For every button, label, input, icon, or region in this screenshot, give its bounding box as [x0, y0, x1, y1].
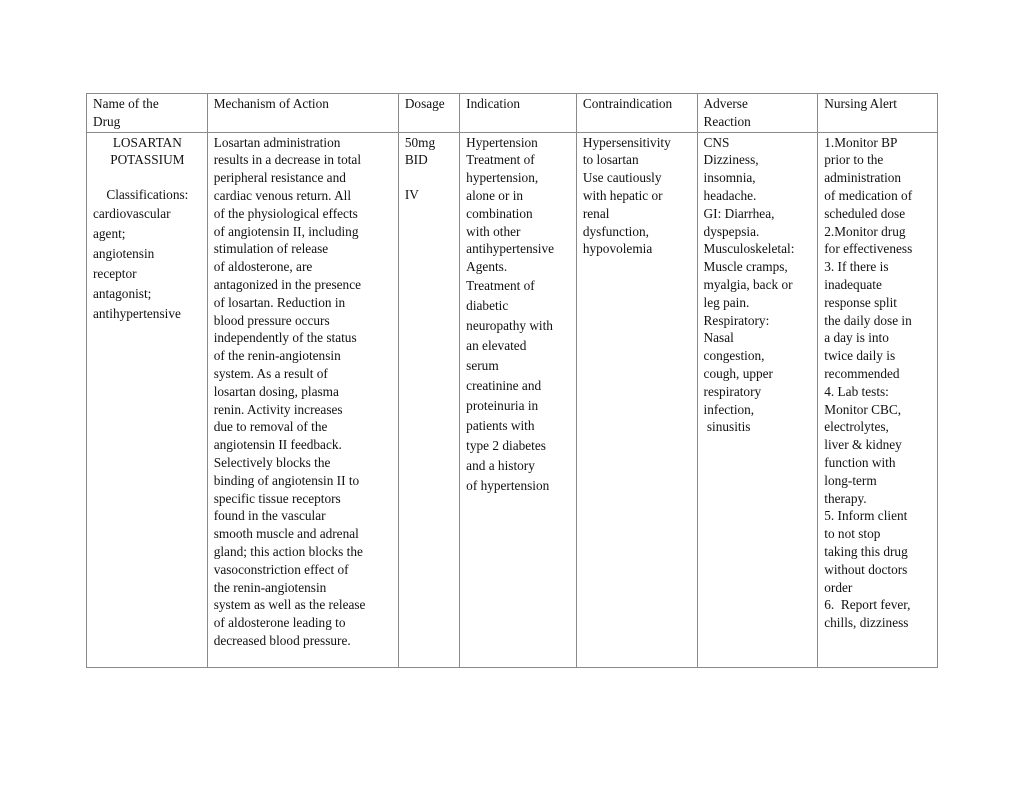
text-line: therapy.: [824, 490, 867, 506]
text-line: Treatment of: [466, 277, 535, 293]
text-line: Agents.: [466, 259, 508, 275]
table-header-row: [87, 94, 938, 133]
text-line: of medication of: [824, 187, 913, 203]
text-line: congestion,: [703, 348, 765, 364]
text-line: 50mg: [404, 134, 436, 150]
cell-mechanism-of-action: [207, 132, 398, 667]
text-line: Contraindication: [582, 96, 673, 111]
text-line: for effectiveness: [824, 241, 913, 257]
text-line: hypertension,: [466, 170, 539, 186]
text-line: dyspepsia.: [703, 223, 760, 239]
text-line: antihypertensive: [466, 241, 555, 257]
text-line: cough, upper: [703, 365, 773, 381]
text-line: Musculoskeletal:: [703, 241, 795, 257]
route-text: IV: [404, 187, 419, 203]
text-line: the daily dose in: [824, 312, 912, 328]
text-line: order: [824, 579, 853, 595]
text-line: due to removal of the: [213, 419, 328, 435]
header-adverse-reaction: [697, 94, 818, 133]
text-line: Adverse: [703, 96, 748, 111]
text-line: BID: [404, 152, 428, 168]
text-line: stimulation of release: [213, 241, 329, 257]
text-line: Respiratory:: [703, 312, 770, 328]
text-line: leg pain.: [703, 294, 750, 310]
cell-adverse-reaction: [697, 132, 818, 667]
text-line: of angiotensin II, including: [213, 223, 359, 239]
text-line: creatinine and: [466, 377, 542, 393]
text-line: POTASSIUM: [110, 152, 185, 168]
text-line: chills, dizziness: [824, 615, 909, 631]
text-line: cardiac venous return. All: [213, 187, 352, 203]
text-line: Dizziness,: [703, 152, 759, 168]
cell-dosage: [398, 132, 459, 667]
text-line: and a history: [466, 457, 535, 473]
header-indication: [460, 94, 577, 133]
text-line: of losartan. Reduction in: [213, 294, 346, 310]
text-line: system as well as the release: [213, 597, 366, 613]
classification-list: [93, 204, 202, 324]
text-line: insomnia,: [703, 170, 756, 186]
text-line: gland; this action blocks the: [213, 543, 363, 559]
text-line: Losartan administration: [213, 134, 341, 150]
text-line: neuropathy with: [466, 317, 553, 333]
text-line: 6. Report fever,: [824, 597, 911, 613]
text-line: myalgia, back or: [703, 276, 793, 292]
text-line: LOSARTAN: [112, 134, 182, 150]
text-line: of the renin-angiotensin: [213, 348, 341, 364]
text-line: angiotensin II feedback.: [213, 437, 342, 453]
text-line: system. As a result of: [213, 365, 328, 381]
text-line: cardiovascular: [93, 205, 171, 221]
text-line: Dosage: [404, 96, 445, 111]
text-line: function with: [824, 454, 896, 470]
text-line: Use cautiously: [582, 170, 662, 186]
text-line: decreased blood pressure.: [213, 632, 351, 648]
text-line: serum: [466, 357, 499, 373]
text-line: alone or in: [466, 187, 524, 203]
text-line: angiotensin: [93, 245, 155, 261]
text-line: headache.: [703, 187, 757, 203]
text-line: Name of the: [93, 96, 159, 111]
header-contraindication: [576, 94, 697, 133]
text-line: inadequate: [824, 276, 882, 292]
text-line: scheduled dose: [824, 205, 906, 221]
drug-study-table: [86, 93, 938, 668]
text-line: of aldosterone, are: [213, 259, 313, 275]
text-line: 5. Inform client: [824, 508, 908, 524]
text-line: Muscle cramps,: [703, 259, 788, 275]
cell-drug-name: [87, 132, 208, 667]
text-line: antagonist;: [93, 285, 152, 301]
text-line: antagonized in the presence: [213, 276, 362, 292]
text-line: binding of angiotensin II to: [213, 472, 360, 488]
text-line: antihypertensive: [93, 305, 181, 321]
text-line: renin. Activity increases: [213, 401, 343, 417]
text-line: hypovolemia: [582, 241, 653, 257]
text-line: Treatment of: [466, 152, 535, 168]
header-nursing-alert: [818, 94, 938, 133]
text-line: diabetic: [466, 297, 509, 313]
header-name-of-drug: [87, 94, 208, 133]
text-line: independently of the status: [213, 330, 357, 346]
text-line: Nasal: [703, 330, 734, 346]
text-line: CNS: [703, 134, 730, 150]
text-line: liver & kidney: [824, 437, 902, 453]
text-line: 4. Lab tests:: [824, 383, 889, 399]
text-line: patients with: [466, 417, 535, 433]
text-line: 1.Monitor BP: [824, 134, 898, 150]
classifications-label: Classifications:: [106, 187, 189, 203]
text-line: receptor: [93, 265, 137, 281]
text-line: 3. If there is: [824, 259, 889, 275]
text-line: agent;: [93, 225, 126, 241]
table-row: [87, 132, 938, 667]
dosage-text: [405, 134, 454, 170]
text-line: infection,: [703, 401, 755, 417]
drug-name: [93, 134, 202, 170]
text-line: prior to the: [824, 152, 884, 168]
header-mechanism-of-action: [207, 94, 398, 133]
text-line: type 2 diabetes: [466, 437, 546, 453]
header-dosage: [398, 94, 459, 133]
text-line: an elevated: [466, 337, 527, 353]
text-line: found in the vascular: [213, 508, 326, 524]
text-line: with other: [466, 223, 521, 239]
text-line: Drug: [93, 113, 121, 129]
text-line: proteinuria in: [466, 397, 539, 413]
text-line: sinusitis: [703, 419, 751, 435]
text-line: dysfunction,: [582, 223, 649, 239]
text-line: Reaction: [703, 113, 751, 129]
text-line: GI: Diarrhea,: [703, 205, 775, 221]
text-line: long-term: [824, 472, 877, 488]
text-line: respiratory: [703, 383, 762, 399]
text-line: twice daily is: [824, 348, 896, 364]
text-line: Hypertension: [466, 134, 538, 150]
text-line: Monitor CBC,: [824, 401, 902, 417]
text-line: administration: [824, 170, 902, 186]
text-line: combination: [466, 205, 533, 221]
text-line: specific tissue receptors: [213, 490, 341, 506]
text-line: response split: [824, 294, 898, 310]
text-line: Nursing Alert: [824, 96, 898, 111]
text-line: of aldosterone leading to: [213, 615, 346, 631]
text-line: Mechanism of Action: [213, 96, 329, 111]
text-line: without doctors: [824, 561, 908, 577]
text-line: of hypertension: [466, 477, 550, 493]
text-line: renal: [582, 205, 610, 221]
indication-text-a: [466, 134, 571, 276]
cell-indication: [460, 132, 577, 667]
text-line: peripheral resistance and: [213, 170, 346, 186]
text-line: the renin-angiotensin: [213, 579, 327, 595]
text-line: taking this drug: [824, 543, 908, 559]
adverse-reaction-text: [704, 134, 813, 437]
indication-text-b: [466, 276, 571, 496]
text-line: Selectively blocks the: [213, 454, 331, 470]
text-line: electrolytes,: [824, 419, 889, 435]
text-line: Hypersensitivity: [582, 134, 671, 150]
text-line: losartan dosing, plasma: [213, 383, 339, 399]
cell-nursing-alert: [818, 132, 938, 667]
text-line: recommended: [824, 365, 900, 381]
text-line: with hepatic or: [582, 187, 663, 203]
text-line: blood pressure occurs: [213, 312, 330, 328]
text-line: of the physiological effects: [213, 205, 358, 221]
text-line: smooth muscle and adrenal: [213, 526, 359, 542]
text-line: vasoconstriction effect of: [213, 561, 349, 577]
text-line: 2.Monitor drug: [824, 223, 906, 239]
text-line: a day is into: [824, 330, 889, 346]
text-line: to losartan: [582, 152, 639, 168]
text-line: to not stop: [824, 526, 881, 542]
cell-contraindication: [576, 132, 697, 667]
text-line: Indication: [466, 96, 521, 111]
text-line: results in a decrease in total: [213, 152, 362, 168]
